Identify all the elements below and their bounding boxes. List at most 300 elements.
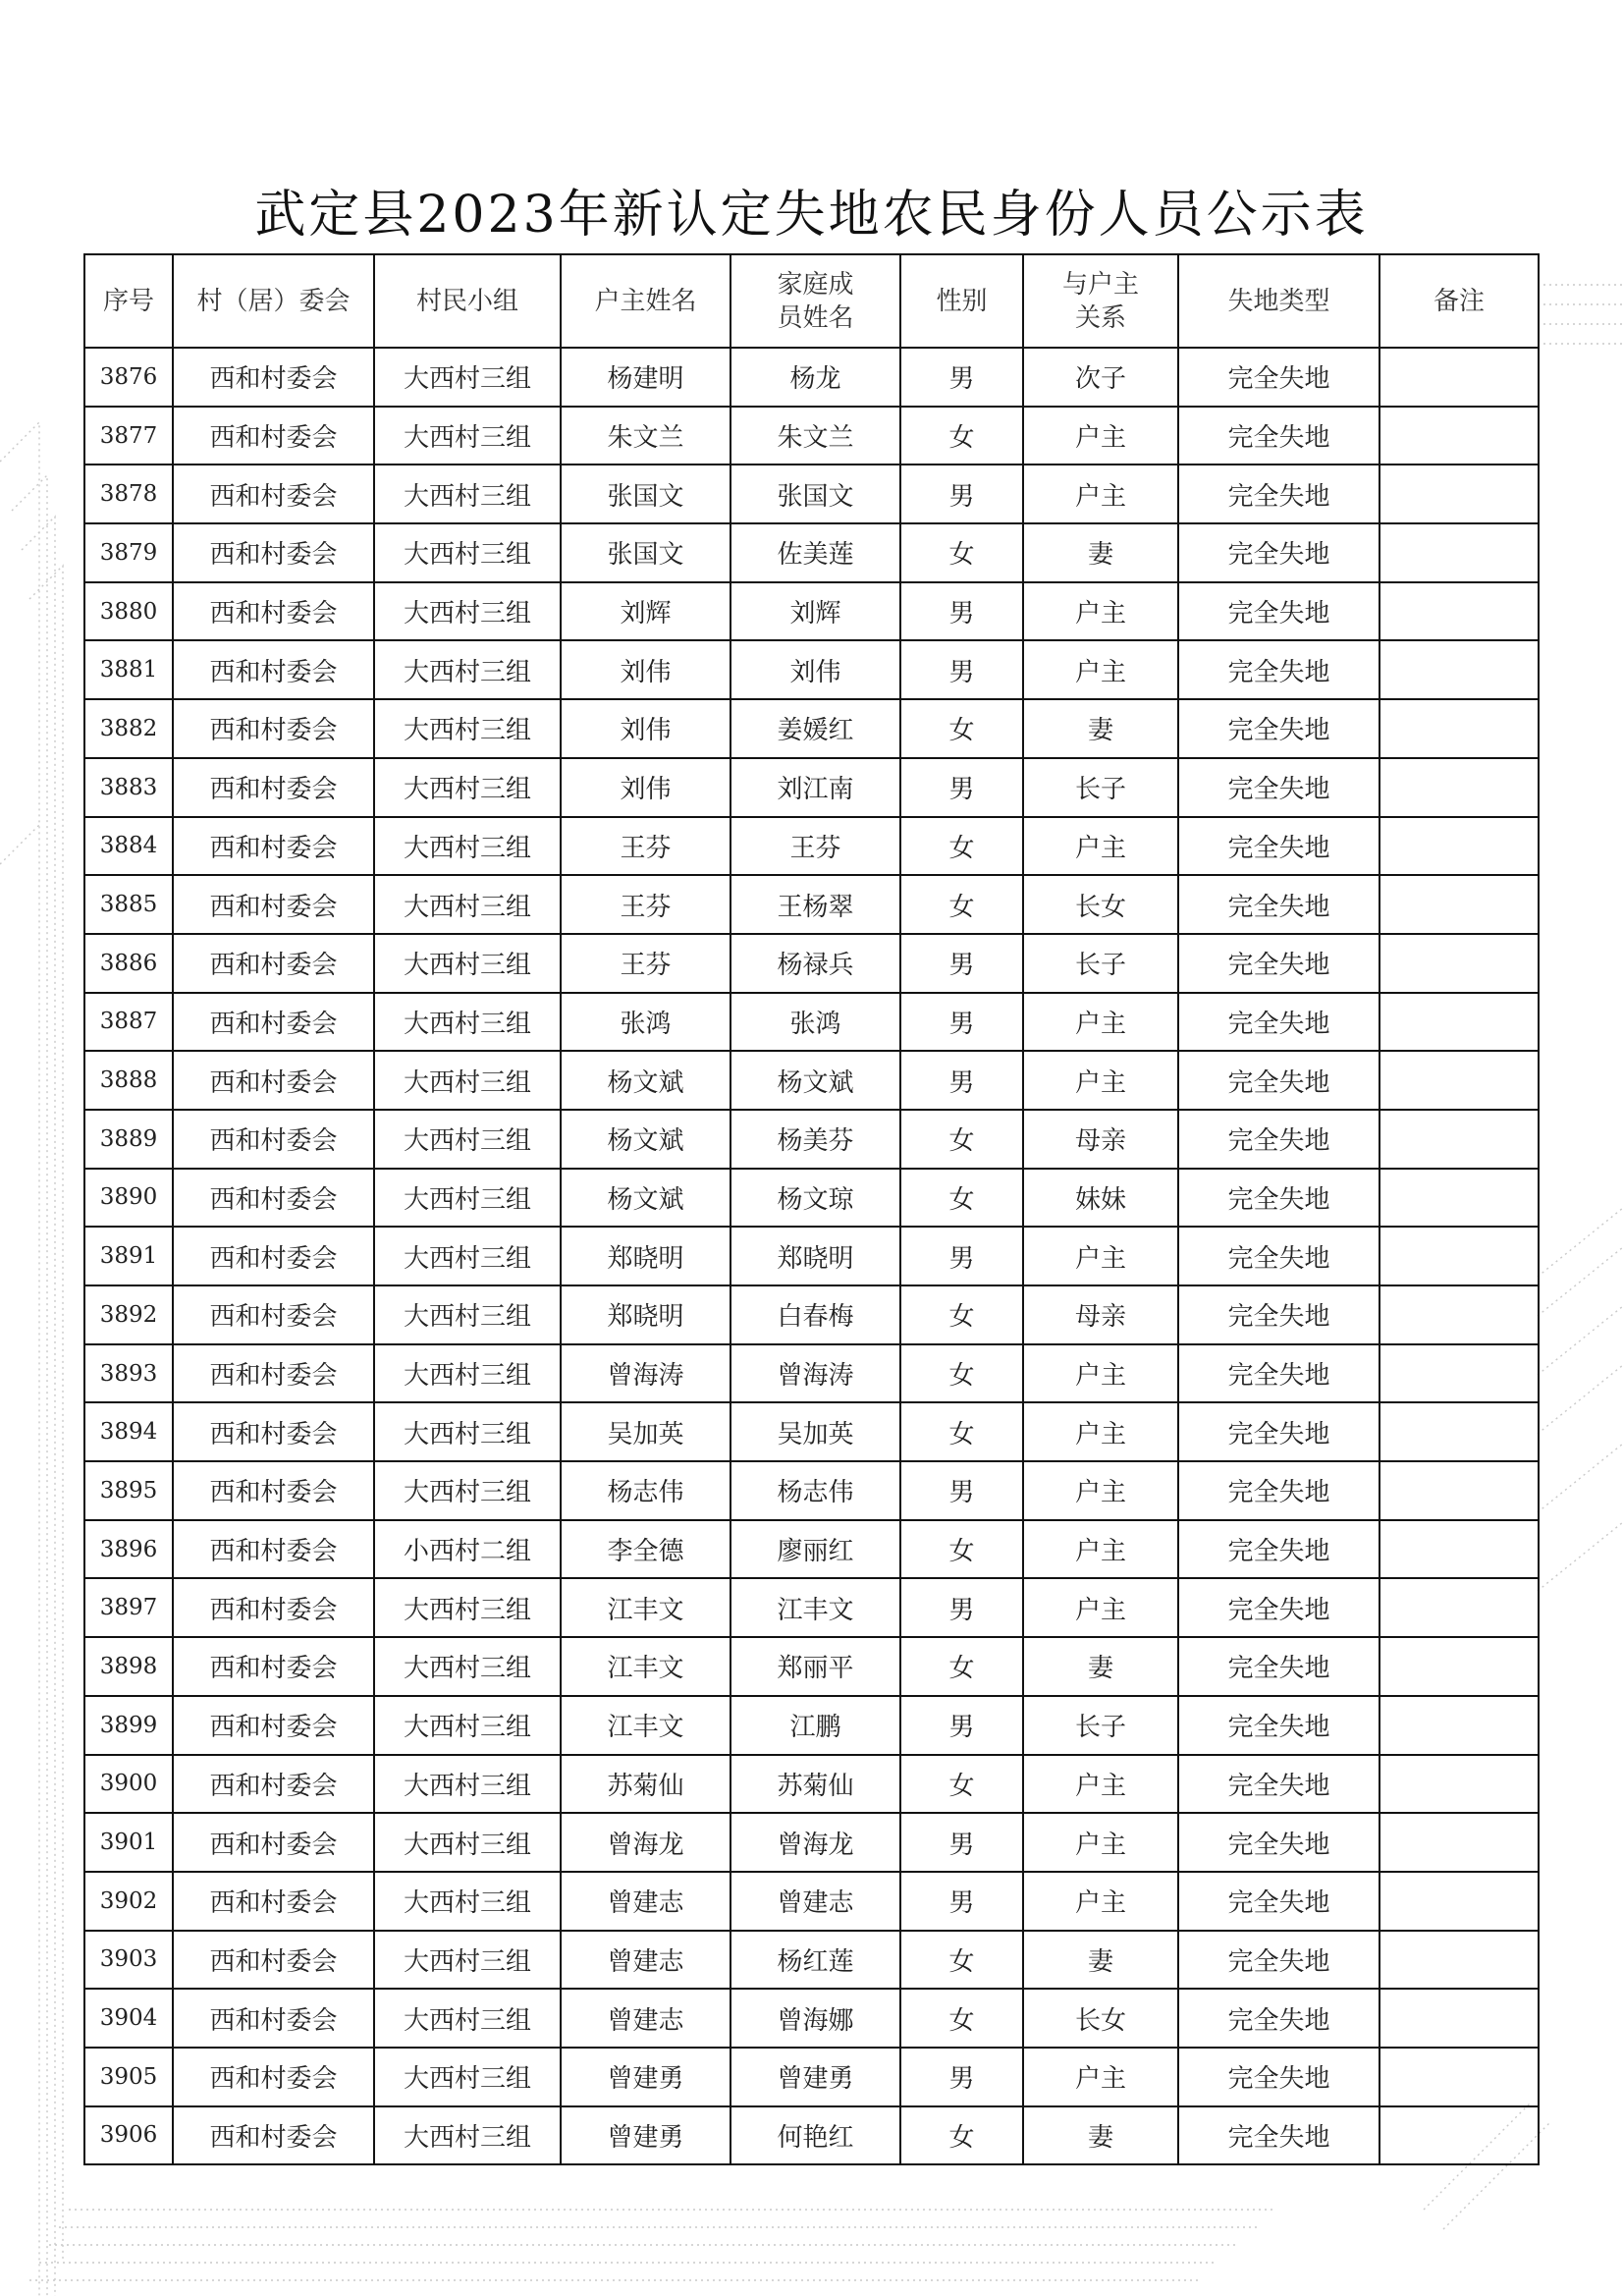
col-land-loss-type-cell: 完全失地 [1178, 1110, 1380, 1169]
col-serial-no-cell: 3897 [84, 1578, 173, 1637]
col-gender-cell: 女 [900, 817, 1023, 876]
col-village-committee-header: 村（居）委会 [173, 254, 374, 348]
col-relationship-cell: 妹妹 [1023, 1169, 1178, 1228]
col-serial-no-cell: 3877 [84, 407, 173, 465]
col-village-group-cell: 大西村三组 [374, 523, 561, 582]
col-village-committee-cell: 西和村委会 [173, 1110, 374, 1169]
col-member-name-header: 家庭成员姓名 [730, 254, 900, 348]
col-serial-no-cell: 3894 [84, 1402, 173, 1461]
col-serial-no-cell: 3901 [84, 1813, 173, 1872]
col-remarks-cell [1380, 1989, 1539, 2048]
col-householder-name-cell: 朱文兰 [561, 407, 730, 465]
col-gender-cell: 男 [900, 640, 1023, 699]
table-row [84, 1227, 1539, 1285]
col-householder-name-cell: 张国文 [561, 465, 730, 523]
col-relationship-cell: 妻 [1023, 1637, 1178, 1696]
col-relationship-cell: 户主 [1023, 1402, 1178, 1461]
col-village-committee-cell: 西和村委会 [173, 758, 374, 817]
table-row [84, 640, 1539, 699]
col-relationship-cell: 次子 [1023, 348, 1178, 407]
table-row [84, 1110, 1539, 1169]
col-member-name-cell: 白春梅 [730, 1285, 900, 1344]
col-village-group-cell: 大西村三组 [374, 465, 561, 523]
col-member-name-cell: 廖丽红 [730, 1520, 900, 1579]
table-row [84, 1696, 1539, 1755]
col-member-name-cell: 杨龙 [730, 348, 900, 407]
col-serial-no-cell: 3896 [84, 1520, 173, 1579]
col-village-group-cell: 大西村三组 [374, 1931, 561, 1990]
col-land-loss-type-cell: 完全失地 [1178, 934, 1380, 993]
col-gender-cell: 男 [900, 993, 1023, 1052]
col-remarks-cell [1380, 582, 1539, 641]
col-village-group-cell: 大西村三组 [374, 348, 561, 407]
col-gender-cell: 男 [900, 348, 1023, 407]
col-village-committee-cell: 西和村委会 [173, 2048, 374, 2106]
table-row [84, 465, 1539, 523]
col-village-group-cell: 大西村三组 [374, 1227, 561, 1285]
col-village-committee-cell: 西和村委会 [173, 1637, 374, 1696]
col-village-group-cell: 大西村三组 [374, 2048, 561, 2106]
col-remarks-cell [1380, 1637, 1539, 1696]
col-relationship-cell: 长子 [1023, 758, 1178, 817]
col-householder-name-cell: 王芬 [561, 934, 730, 993]
col-village-group-cell: 大西村三组 [374, 1989, 561, 2048]
col-village-committee-cell: 西和村委会 [173, 407, 374, 465]
col-village-group-cell: 大西村三组 [374, 699, 561, 758]
col-member-name-cell: 曾海娜 [730, 1989, 900, 2048]
col-gender-cell: 男 [900, 1227, 1023, 1285]
col-gender-cell: 女 [900, 1931, 1023, 1990]
col-member-name-cell: 佐美莲 [730, 523, 900, 582]
col-gender-cell: 女 [900, 875, 1023, 934]
col-village-committee-cell: 西和村委会 [173, 1169, 374, 1228]
col-land-loss-type-cell: 完全失地 [1178, 1051, 1380, 1110]
col-village-group-cell: 大西村三组 [374, 875, 561, 934]
col-member-name-cell: 刘伟 [730, 640, 900, 699]
col-relationship-cell: 户主 [1023, 465, 1178, 523]
col-serial-no-cell: 3906 [84, 2106, 173, 2165]
roster-table [83, 253, 1540, 2165]
table-row [84, 1169, 1539, 1228]
col-gender-cell: 男 [900, 1813, 1023, 1872]
col-householder-name-cell: 刘伟 [561, 640, 730, 699]
col-gender-cell: 女 [900, 1110, 1023, 1169]
col-remarks-cell [1380, 758, 1539, 817]
col-relationship-cell: 户主 [1023, 407, 1178, 465]
col-village-group-cell: 大西村三组 [374, 1344, 561, 1403]
col-householder-name-cell: 曾海龙 [561, 1813, 730, 1872]
col-land-loss-type-cell: 完全失地 [1178, 1872, 1380, 1931]
col-village-group-cell: 大西村三组 [374, 1872, 561, 1931]
col-village-committee-cell: 西和村委会 [173, 1872, 374, 1931]
col-serial-no-cell: 3887 [84, 993, 173, 1052]
col-village-group-header: 村民小组 [374, 254, 561, 348]
col-village-committee-cell: 西和村委会 [173, 1755, 374, 1814]
col-member-name-cell: 杨文斌 [730, 1051, 900, 1110]
col-relationship-cell: 户主 [1023, 1520, 1178, 1579]
col-land-loss-type-cell: 完全失地 [1178, 407, 1380, 465]
col-land-loss-type-cell: 完全失地 [1178, 758, 1380, 817]
col-serial-no-header: 序号 [84, 254, 173, 348]
col-land-loss-type-cell: 完全失地 [1178, 699, 1380, 758]
col-land-loss-type-cell: 完全失地 [1178, 1402, 1380, 1461]
col-land-loss-type-cell: 完全失地 [1178, 817, 1380, 876]
col-remarks-cell [1380, 1169, 1539, 1228]
col-relationship-cell: 长女 [1023, 875, 1178, 934]
col-householder-name-cell: 郑晓明 [561, 1285, 730, 1344]
col-gender-cell: 女 [900, 1169, 1023, 1228]
col-village-group-cell: 大西村三组 [374, 934, 561, 993]
col-village-group-cell: 大西村三组 [374, 2106, 561, 2165]
col-land-loss-type-cell: 完全失地 [1178, 1989, 1380, 2048]
col-remarks-cell [1380, 1402, 1539, 1461]
col-serial-no-cell: 3889 [84, 1110, 173, 1169]
col-relationship-cell: 户主 [1023, 1344, 1178, 1403]
col-relationship-cell: 户主 [1023, 1813, 1178, 1872]
col-member-name-cell: 郑晓明 [730, 1227, 900, 1285]
table-row [84, 1755, 1539, 1814]
table-row [84, 1637, 1539, 1696]
col-relationship-cell: 户主 [1023, 582, 1178, 641]
col-remarks-cell [1380, 2048, 1539, 2106]
col-serial-no-cell: 3893 [84, 1344, 173, 1403]
col-serial-no-cell: 3878 [84, 465, 173, 523]
col-householder-name-cell: 江丰文 [561, 1696, 730, 1755]
col-householder-name-cell: 曾建志 [561, 1872, 730, 1931]
col-relationship-header: 与户主关系 [1023, 254, 1178, 348]
col-remarks-cell [1380, 1578, 1539, 1637]
col-householder-name-cell: 曾海涛 [561, 1344, 730, 1403]
col-serial-no-cell: 3898 [84, 1637, 173, 1696]
col-land-loss-type-cell: 完全失地 [1178, 875, 1380, 934]
col-remarks-cell [1380, 407, 1539, 465]
col-member-name-cell: 江鹏 [730, 1696, 900, 1755]
col-serial-no-cell: 3895 [84, 1461, 173, 1520]
col-householder-name-cell: 吴加英 [561, 1402, 730, 1461]
col-gender-cell: 女 [900, 1989, 1023, 2048]
col-householder-name-cell: 杨文斌 [561, 1110, 730, 1169]
col-land-loss-type-cell: 完全失地 [1178, 1931, 1380, 1990]
col-gender-cell: 男 [900, 934, 1023, 993]
col-member-name-cell: 曾海龙 [730, 1813, 900, 1872]
col-relationship-cell: 户主 [1023, 640, 1178, 699]
col-householder-name-cell: 刘伟 [561, 699, 730, 758]
col-member-name-cell: 张国文 [730, 465, 900, 523]
col-village-group-cell: 大西村三组 [374, 1578, 561, 1637]
col-remarks-cell [1380, 1813, 1539, 1872]
col-relationship-cell: 户主 [1023, 1755, 1178, 1814]
col-householder-name-cell: 王芬 [561, 875, 730, 934]
col-remarks-cell [1380, 934, 1539, 993]
col-gender-cell: 男 [900, 1051, 1023, 1110]
col-member-name-cell: 吴加英 [730, 1402, 900, 1461]
col-householder-name-cell: 刘伟 [561, 758, 730, 817]
col-land-loss-type-cell: 完全失地 [1178, 1227, 1380, 1285]
col-relationship-cell: 户主 [1023, 1051, 1178, 1110]
col-land-loss-type-cell: 完全失地 [1178, 582, 1380, 641]
col-householder-name-cell: 杨文斌 [561, 1051, 730, 1110]
col-village-committee-cell: 西和村委会 [173, 1813, 374, 1872]
col-village-group-cell: 大西村三组 [374, 1813, 561, 1872]
col-member-name-cell: 杨禄兵 [730, 934, 900, 993]
col-householder-name-cell: 曾建志 [561, 1989, 730, 2048]
table-row [84, 2106, 1539, 2165]
col-remarks-cell [1380, 1696, 1539, 1755]
col-village-committee-cell: 西和村委会 [173, 1402, 374, 1461]
col-remarks-cell [1380, 993, 1539, 1052]
col-remarks-cell [1380, 523, 1539, 582]
col-land-loss-type-cell: 完全失地 [1178, 465, 1380, 523]
col-village-committee-cell: 西和村委会 [173, 1285, 374, 1344]
col-land-loss-type-cell: 完全失地 [1178, 1696, 1380, 1755]
col-member-name-cell: 张鸿 [730, 993, 900, 1052]
col-village-committee-cell: 西和村委会 [173, 2106, 374, 2165]
table-row [84, 1813, 1539, 1872]
col-remarks-cell [1380, 348, 1539, 407]
col-gender-cell: 女 [900, 1520, 1023, 1579]
col-serial-no-cell: 3899 [84, 1696, 173, 1755]
col-land-loss-type-cell: 完全失地 [1178, 2048, 1380, 2106]
col-remarks-cell [1380, 1051, 1539, 1110]
col-serial-no-cell: 3882 [84, 699, 173, 758]
col-householder-name-cell: 曾建志 [561, 1931, 730, 1990]
col-member-name-cell: 杨志伟 [730, 1461, 900, 1520]
table-row [84, 1931, 1539, 1990]
table-row [84, 523, 1539, 582]
col-relationship-cell: 长女 [1023, 1989, 1178, 2048]
col-householder-name-cell: 苏菊仙 [561, 1755, 730, 1814]
col-remarks-cell [1380, 1285, 1539, 1344]
col-gender-cell: 男 [900, 1696, 1023, 1755]
table-row [84, 1344, 1539, 1403]
col-gender-cell: 女 [900, 1344, 1023, 1403]
col-serial-no-cell: 3888 [84, 1051, 173, 1110]
col-remarks-cell [1380, 2106, 1539, 2165]
col-village-committee-cell: 西和村委会 [173, 1989, 374, 2048]
table-row [84, 817, 1539, 876]
col-land-loss-type-cell: 完全失地 [1178, 1169, 1380, 1228]
col-village-group-cell: 大西村三组 [374, 758, 561, 817]
col-member-name-cell: 何艳红 [730, 2106, 900, 2165]
col-householder-name-cell: 刘辉 [561, 582, 730, 641]
col-village-group-cell: 大西村三组 [374, 1169, 561, 1228]
col-relationship-cell: 妻 [1023, 2106, 1178, 2165]
col-member-name-cell: 杨红莲 [730, 1931, 900, 1990]
col-serial-no-cell: 3892 [84, 1285, 173, 1344]
col-village-committee-cell: 西和村委会 [173, 1344, 374, 1403]
col-village-group-cell: 大西村三组 [374, 817, 561, 876]
col-village-group-cell: 大西村三组 [374, 1696, 561, 1755]
col-land-loss-type-cell: 完全失地 [1178, 1344, 1380, 1403]
table-row [84, 1872, 1539, 1931]
table-row [84, 1461, 1539, 1520]
col-village-committee-cell: 西和村委会 [173, 934, 374, 993]
col-village-committee-cell: 西和村委会 [173, 875, 374, 934]
col-village-committee-cell: 西和村委会 [173, 1520, 374, 1579]
col-relationship-cell: 长子 [1023, 934, 1178, 993]
col-village-group-cell: 大西村三组 [374, 1110, 561, 1169]
col-serial-no-cell: 3881 [84, 640, 173, 699]
col-relationship-cell: 户主 [1023, 1227, 1178, 1285]
col-remarks-cell [1380, 1520, 1539, 1579]
col-land-loss-type-cell: 完全失地 [1178, 993, 1380, 1052]
col-gender-cell: 男 [900, 1578, 1023, 1637]
table-row [84, 1285, 1539, 1344]
col-gender-cell: 男 [900, 1461, 1023, 1520]
col-land-loss-type-cell: 完全失地 [1178, 1520, 1380, 1579]
col-serial-no-cell: 3890 [84, 1169, 173, 1228]
col-land-loss-type-cell: 完全失地 [1178, 2106, 1380, 2165]
col-gender-cell: 女 [900, 1755, 1023, 1814]
table-row [84, 1520, 1539, 1579]
table-row [84, 2048, 1539, 2106]
col-member-name-cell: 王芬 [730, 817, 900, 876]
col-member-name-cell: 刘江南 [730, 758, 900, 817]
col-remarks-cell [1380, 1755, 1539, 1814]
col-remarks-cell [1380, 1872, 1539, 1931]
col-gender-header: 性别 [900, 254, 1023, 348]
col-land-loss-type-cell: 完全失地 [1178, 1813, 1380, 1872]
col-gender-cell: 女 [900, 1637, 1023, 1696]
col-remarks-cell [1380, 1931, 1539, 1990]
col-remarks-cell [1380, 1227, 1539, 1285]
col-relationship-cell: 户主 [1023, 1872, 1178, 1931]
col-serial-no-cell: 3903 [84, 1931, 173, 1990]
col-gender-cell: 男 [900, 1872, 1023, 1931]
col-member-name-cell: 曾建勇 [730, 2048, 900, 2106]
col-land-loss-type-header: 失地类型 [1178, 254, 1380, 348]
col-relationship-cell: 母亲 [1023, 1110, 1178, 1169]
col-gender-cell: 女 [900, 1402, 1023, 1461]
col-village-committee-cell: 西和村委会 [173, 817, 374, 876]
col-remarks-cell [1380, 1344, 1539, 1403]
table-row [84, 582, 1539, 641]
col-village-committee-cell: 西和村委会 [173, 699, 374, 758]
col-householder-name-cell: 曾建勇 [561, 2048, 730, 2106]
table-row [84, 1402, 1539, 1461]
col-gender-cell: 男 [900, 582, 1023, 641]
col-village-committee-cell: 西和村委会 [173, 640, 374, 699]
col-village-committee-cell: 西和村委会 [173, 1931, 374, 1990]
col-serial-no-cell: 3900 [84, 1755, 173, 1814]
col-householder-name-header: 户主姓名 [561, 254, 730, 348]
col-gender-cell: 女 [900, 523, 1023, 582]
col-householder-name-cell: 张鸿 [561, 993, 730, 1052]
col-relationship-cell: 户主 [1023, 1461, 1178, 1520]
table-row [84, 699, 1539, 758]
table-row [84, 758, 1539, 817]
page-title: 武定县2023年新认定失地农民身份人员公示表 [254, 186, 1369, 245]
col-member-name-cell: 曾海涛 [730, 1344, 900, 1403]
col-member-name-cell: 杨美芬 [730, 1110, 900, 1169]
col-serial-no-cell: 3883 [84, 758, 173, 817]
col-remarks-cell [1380, 465, 1539, 523]
col-village-committee-cell: 西和村委会 [173, 993, 374, 1052]
col-village-group-cell: 大西村三组 [374, 407, 561, 465]
col-gender-cell: 女 [900, 699, 1023, 758]
col-village-group-cell: 大西村三组 [374, 993, 561, 1052]
col-gender-cell: 男 [900, 758, 1023, 817]
col-village-group-cell: 大西村三组 [374, 582, 561, 641]
col-village-committee-cell: 西和村委会 [173, 582, 374, 641]
col-land-loss-type-cell: 完全失地 [1178, 1461, 1380, 1520]
col-village-committee-cell: 西和村委会 [173, 1227, 374, 1285]
col-relationship-cell: 妻 [1023, 1931, 1178, 1990]
col-relationship-cell: 户主 [1023, 993, 1178, 1052]
col-remarks-cell [1380, 640, 1539, 699]
col-householder-name-cell: 杨文斌 [561, 1169, 730, 1228]
col-village-committee-cell: 西和村委会 [173, 523, 374, 582]
col-relationship-cell: 户主 [1023, 817, 1178, 876]
col-gender-cell: 女 [900, 2106, 1023, 2165]
col-land-loss-type-cell: 完全失地 [1178, 640, 1380, 699]
col-serial-no-cell: 3885 [84, 875, 173, 934]
col-land-loss-type-cell: 完全失地 [1178, 1637, 1380, 1696]
col-member-name-cell: 郑丽平 [730, 1637, 900, 1696]
col-serial-no-cell: 3904 [84, 1989, 173, 2048]
col-remarks-cell [1380, 1110, 1539, 1169]
col-serial-no-cell: 3886 [84, 934, 173, 993]
col-serial-no-cell: 3891 [84, 1227, 173, 1285]
col-householder-name-cell: 杨志伟 [561, 1461, 730, 1520]
table-row [84, 1578, 1539, 1637]
col-member-name-cell: 刘辉 [730, 582, 900, 641]
col-serial-no-cell: 3880 [84, 582, 173, 641]
col-village-group-cell: 大西村三组 [374, 1755, 561, 1814]
col-land-loss-type-cell: 完全失地 [1178, 1755, 1380, 1814]
col-land-loss-type-cell: 完全失地 [1178, 523, 1380, 582]
col-village-group-cell: 大西村三组 [374, 1461, 561, 1520]
col-relationship-cell: 妻 [1023, 699, 1178, 758]
col-householder-name-cell: 曾建勇 [561, 2106, 730, 2165]
col-village-committee-cell: 西和村委会 [173, 1461, 374, 1520]
col-householder-name-cell: 张国文 [561, 523, 730, 582]
col-relationship-cell: 母亲 [1023, 1285, 1178, 1344]
col-village-committee-cell: 西和村委会 [173, 348, 374, 407]
col-relationship-cell: 户主 [1023, 1578, 1178, 1637]
col-member-name-cell: 姜媛红 [730, 699, 900, 758]
table-row [84, 1989, 1539, 2048]
col-village-committee-cell: 西和村委会 [173, 1696, 374, 1755]
col-village-group-cell: 大西村三组 [374, 640, 561, 699]
col-householder-name-cell: 江丰文 [561, 1578, 730, 1637]
col-village-group-cell: 大西村三组 [374, 1051, 561, 1110]
col-householder-name-cell: 郑晓明 [561, 1227, 730, 1285]
col-serial-no-cell: 3902 [84, 1872, 173, 1931]
col-village-committee-cell: 西和村委会 [173, 465, 374, 523]
col-householder-name-cell: 王芬 [561, 817, 730, 876]
col-remarks-cell [1380, 875, 1539, 934]
col-householder-name-cell: 李全德 [561, 1520, 730, 1579]
table-row [84, 875, 1539, 934]
table-row [84, 407, 1539, 465]
col-member-name-cell: 朱文兰 [730, 407, 900, 465]
col-householder-name-cell: 杨建明 [561, 348, 730, 407]
col-remarks-cell [1380, 699, 1539, 758]
col-member-name-cell: 江丰文 [730, 1578, 900, 1637]
table-row [84, 993, 1539, 1052]
col-member-name-cell: 杨文琼 [730, 1169, 900, 1228]
col-relationship-cell: 妻 [1023, 523, 1178, 582]
col-remarks-header: 备注 [1380, 254, 1539, 348]
col-gender-cell: 女 [900, 407, 1023, 465]
col-gender-cell: 女 [900, 1285, 1023, 1344]
col-serial-no-cell: 3905 [84, 2048, 173, 2106]
col-gender-cell: 男 [900, 465, 1023, 523]
col-remarks-cell [1380, 817, 1539, 876]
col-member-name-cell: 王杨翠 [730, 875, 900, 934]
col-serial-no-cell: 3879 [84, 523, 173, 582]
